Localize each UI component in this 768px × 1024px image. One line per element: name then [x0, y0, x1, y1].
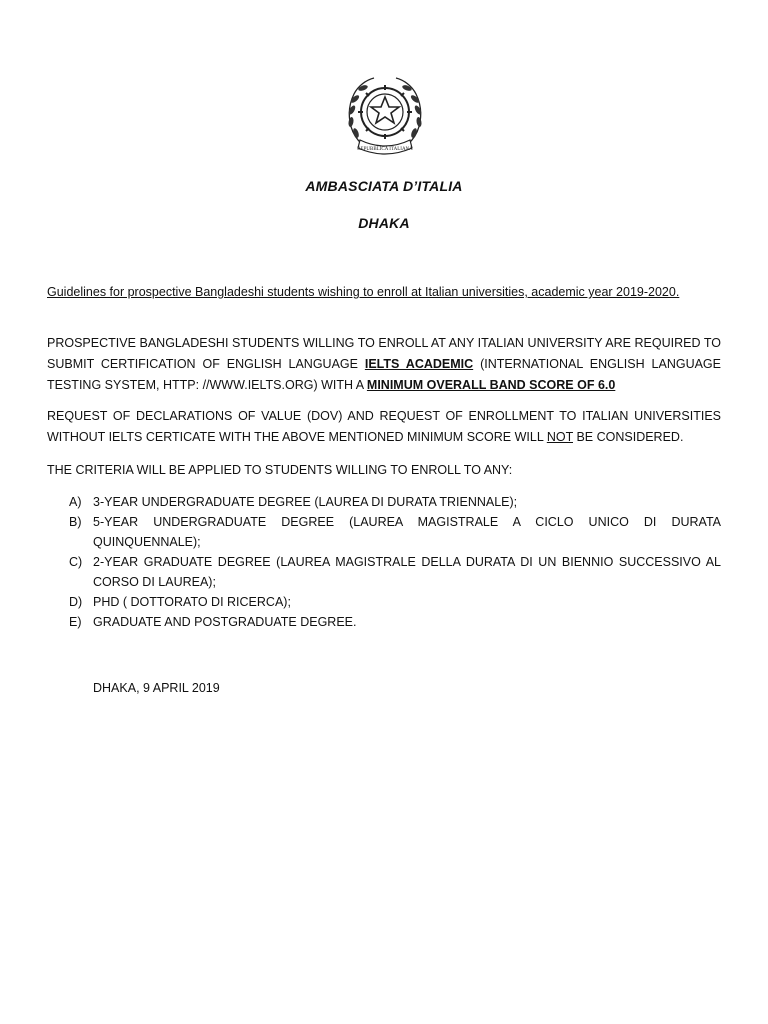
italian-republic-emblem-icon: [340, 70, 430, 160]
ielts-academic-emphasis: IELTS ACADEMIC: [364, 357, 474, 371]
guidelines-intro: Guidelines for prospective Bangladeshi students wishing to enroll at Italian universities, academic year 2019-2020.: [47, 285, 680, 299]
criteria-item: [47, 592, 721, 612]
ielts-text-a: PROSPECTIVE BANGLADESHI STUDENTS WILLING TO ENROLL AT ANY ITALIAN UNIVERSITY ARE REQUIRED TO SUBMIT CERTIFICATION OF ENGLISH LANGUAGE: [47, 336, 721, 371]
criteria-text: GRADUATE AND POSTGRADUATE DEGREE.: [93, 615, 357, 629]
ielts-text-c: (INTERNATIONAL ENGLISH LANGUAGE TESTING SYSTEM, HTTP: //WWW.IELTS.ORG) WITH A: [47, 357, 721, 392]
embassy-city: DHAKA: [358, 215, 410, 231]
criteria-marker: D): [69, 595, 83, 609]
criteria-text: 2-YEAR GRADUATE DEGREE (LAUREA MAGISTRALE DELLA DURATA DI UN BIENNIO SUCCESSIVO AL CORSO DI LAUREA);: [93, 555, 721, 589]
emblem-motto: REPUBBLICA ITALIANA: [357, 147, 413, 152]
criteria-text: PHD ( DOTTORATO DI RICERCA);: [93, 595, 291, 609]
not-emphasis: NOT: [546, 430, 573, 444]
dov-text-a: REQUEST OF DECLARATIONS OF VALUE (DOV) AND REQUEST OF ENROLLMENT TO ITALIAN UNIVERSITIES WITHOUT IELTS CERTICATE WITH THE ABOVE MENTIONED MINIMUM SCORE WILL: [47, 409, 721, 444]
criteria-marker: B): [69, 515, 82, 529]
criteria-text: 3-YEAR UNDERGRADUATE DEGREE (LAUREA DI DURATA TRIENNALE);: [93, 495, 518, 509]
criteria-marker: E): [69, 615, 82, 629]
criteria-intro: THE CRITERIA WILL BE APPLIED TO STUDENTS WILLING TO ENROLL TO ANY:: [47, 463, 513, 477]
ielts-requirement-paragraph: [47, 333, 721, 396]
criteria-item: [47, 612, 721, 632]
dov-request-paragraph: [47, 406, 721, 448]
dov-text-c: BE CONSIDERED.: [572, 430, 684, 444]
criteria-marker: C): [69, 555, 83, 569]
criteria-text: 5-YEAR UNDERGRADUATE DEGREE (LAUREA MAGISTRALE A CICLO UNICO DI DURATA QUINQUENNALE);: [93, 515, 721, 549]
criteria-item: [47, 552, 721, 592]
minimum-band-score-emphasis: MINIMUM OVERALL BAND SCORE OF 6.0: [366, 378, 616, 392]
criteria-item: [47, 492, 721, 512]
emblem: [340, 70, 430, 160]
date-signature-line: DHAKA, 9 APRIL 2019: [93, 681, 220, 695]
criteria-marker: A): [69, 495, 82, 509]
criteria-list: [47, 492, 721, 632]
criteria-item: [47, 512, 721, 552]
embassy-title: AMBASCIATA D’ITALIA: [305, 178, 463, 194]
